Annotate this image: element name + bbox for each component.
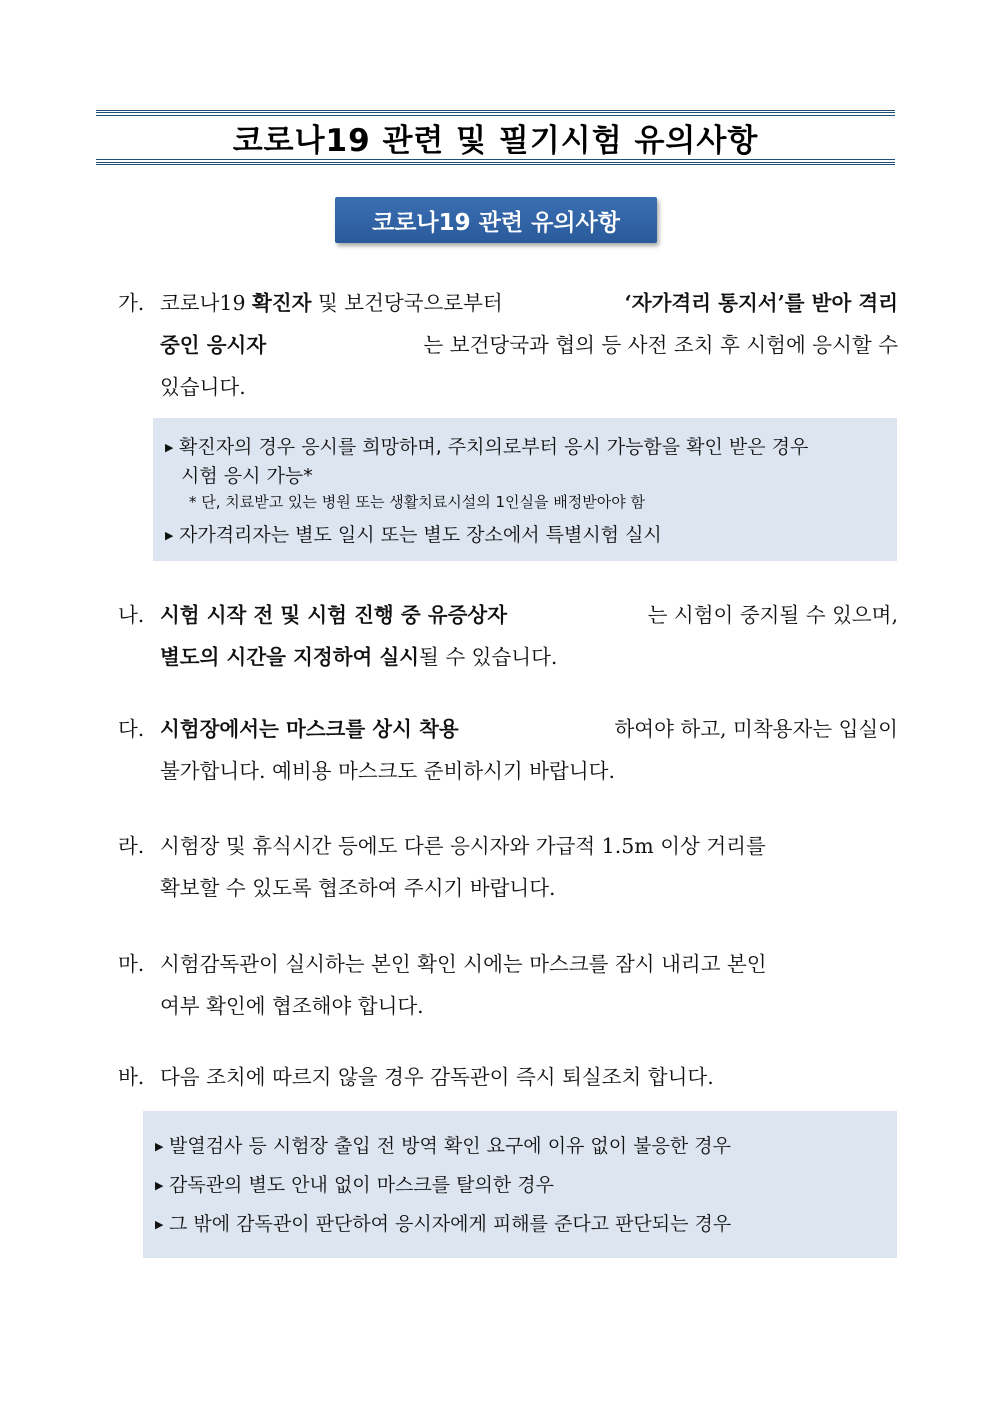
text-run: 및 보건당국으로부터 [311,291,503,315]
item-line [118,324,898,366]
title-banner [96,110,895,165]
box-bullet-line [155,1209,731,1236]
box-text: 시험 응시 가능* [181,465,313,487]
bold-run: 시험 시작 전 및 시험 진행 중 유증상자 [160,603,508,627]
triangle-right-icon: ▶ [165,441,174,454]
notice-item-ra [118,825,898,909]
box-text: 확진자의 경우 응시를 희망하며, 주치의로부터 응시 가능함을 확인 받은 경우 [179,436,809,458]
info-box-confirmed [153,418,897,561]
text-run: 다음 조치에 따르지 않을 경우 감독관이 즉시 퇴실조치 합니다. [160,1065,714,1089]
item-line [118,1056,898,1098]
text-run: 시험장 및 휴식시간 등에도 다른 응시자와 가급적 1.5m 이상 거리를 [160,834,766,858]
item-line [118,867,898,909]
item-line [118,708,898,750]
item-line [118,943,898,985]
triangle-right-icon: ▶ [155,1179,164,1192]
bold-run: 중인 응시자 [160,333,267,357]
text-run: 는 시험이 중지될 수 있으며, [647,603,898,627]
triangle-right-icon: ▶ [165,529,174,542]
box-text: 자가격리자는 별도 일시 또는 별도 장소에서 특별시험 실시 [179,524,662,546]
box-footnote [189,491,645,512]
box-bullet-line [165,432,808,459]
bold-run: ‘자가격리 통지서’를 받아 격리 [624,291,898,315]
notice-item-ba [118,1056,898,1098]
box-text: * 단, 치료받고 있는 병원 또는 생활치료시설의 1인실을 배정받아야 함 [189,493,645,511]
text-run: 는 보건당국과 협의 등 사전 조치 후 시험에 응시할 수 [423,333,898,357]
bold-run: 시험장에서는 마스크를 상시 착용 [160,717,459,741]
item-line [118,985,898,1027]
box-text: 발열검사 등 시험장 출입 전 방역 확인 요구에 이유 없이 불응한 경우 [169,1135,731,1157]
text-run: 시험감독관이 실시하는 본인 확인 시에는 마스크를 잠시 내리고 본인 [160,952,767,976]
text-run: 확보할 수 있도록 협조하여 주시기 바랍니다. [160,876,556,900]
box-text: 그 밖에 감독관이 판단하여 응시자에게 피해를 준다고 판단되는 경우 [169,1213,732,1235]
text-run: 있습니다. [160,375,246,399]
notice-item-na [118,594,898,678]
notice-item-da [118,708,898,792]
box-bullet-line [165,520,662,547]
info-box-removal [143,1111,897,1258]
text-run: 불가합니다. 예비용 마스크도 준비하시기 바랍니다. [160,759,615,783]
item-marker: 마. [118,952,145,976]
triangle-right-icon: ▶ [155,1140,164,1153]
item-line [118,594,898,636]
box-bullet-line [155,1170,554,1197]
page-title: 코로나19 관련 및 필기시험 유의사항 [232,123,759,159]
item-line [118,750,898,792]
item-marker: 라. [118,834,145,858]
bold-run: 별도의 시간을 지정하여 실시 [160,645,420,669]
box-bullet-line [155,1131,731,1158]
box-continuation-line [181,461,313,488]
notice-item-ma [118,943,898,1027]
box-text: 감독관의 별도 안내 없이 마스크를 탈의한 경우 [169,1174,554,1196]
item-line [118,825,898,867]
text-run: 여부 확인에 협조해야 합니다. [160,994,424,1018]
item-line [118,366,898,408]
item-marker: 가. [118,291,145,315]
bold-run: 확진자 [252,291,312,315]
item-marker: 다. [118,717,145,741]
notice-item-ga [118,282,898,408]
section-heading: 코로나19 관련 유의사항 [335,197,657,243]
text-run: 될 수 있습니다. [419,645,558,669]
item-line [118,282,898,324]
item-line [118,636,898,678]
text-run: 하여야 하고, 미착용자는 입실이 [614,717,898,741]
triangle-right-icon: ▶ [155,1218,164,1231]
item-marker: 나. [118,603,145,627]
text-run: 코로나19 [160,291,253,315]
item-marker: 바. [118,1065,145,1089]
